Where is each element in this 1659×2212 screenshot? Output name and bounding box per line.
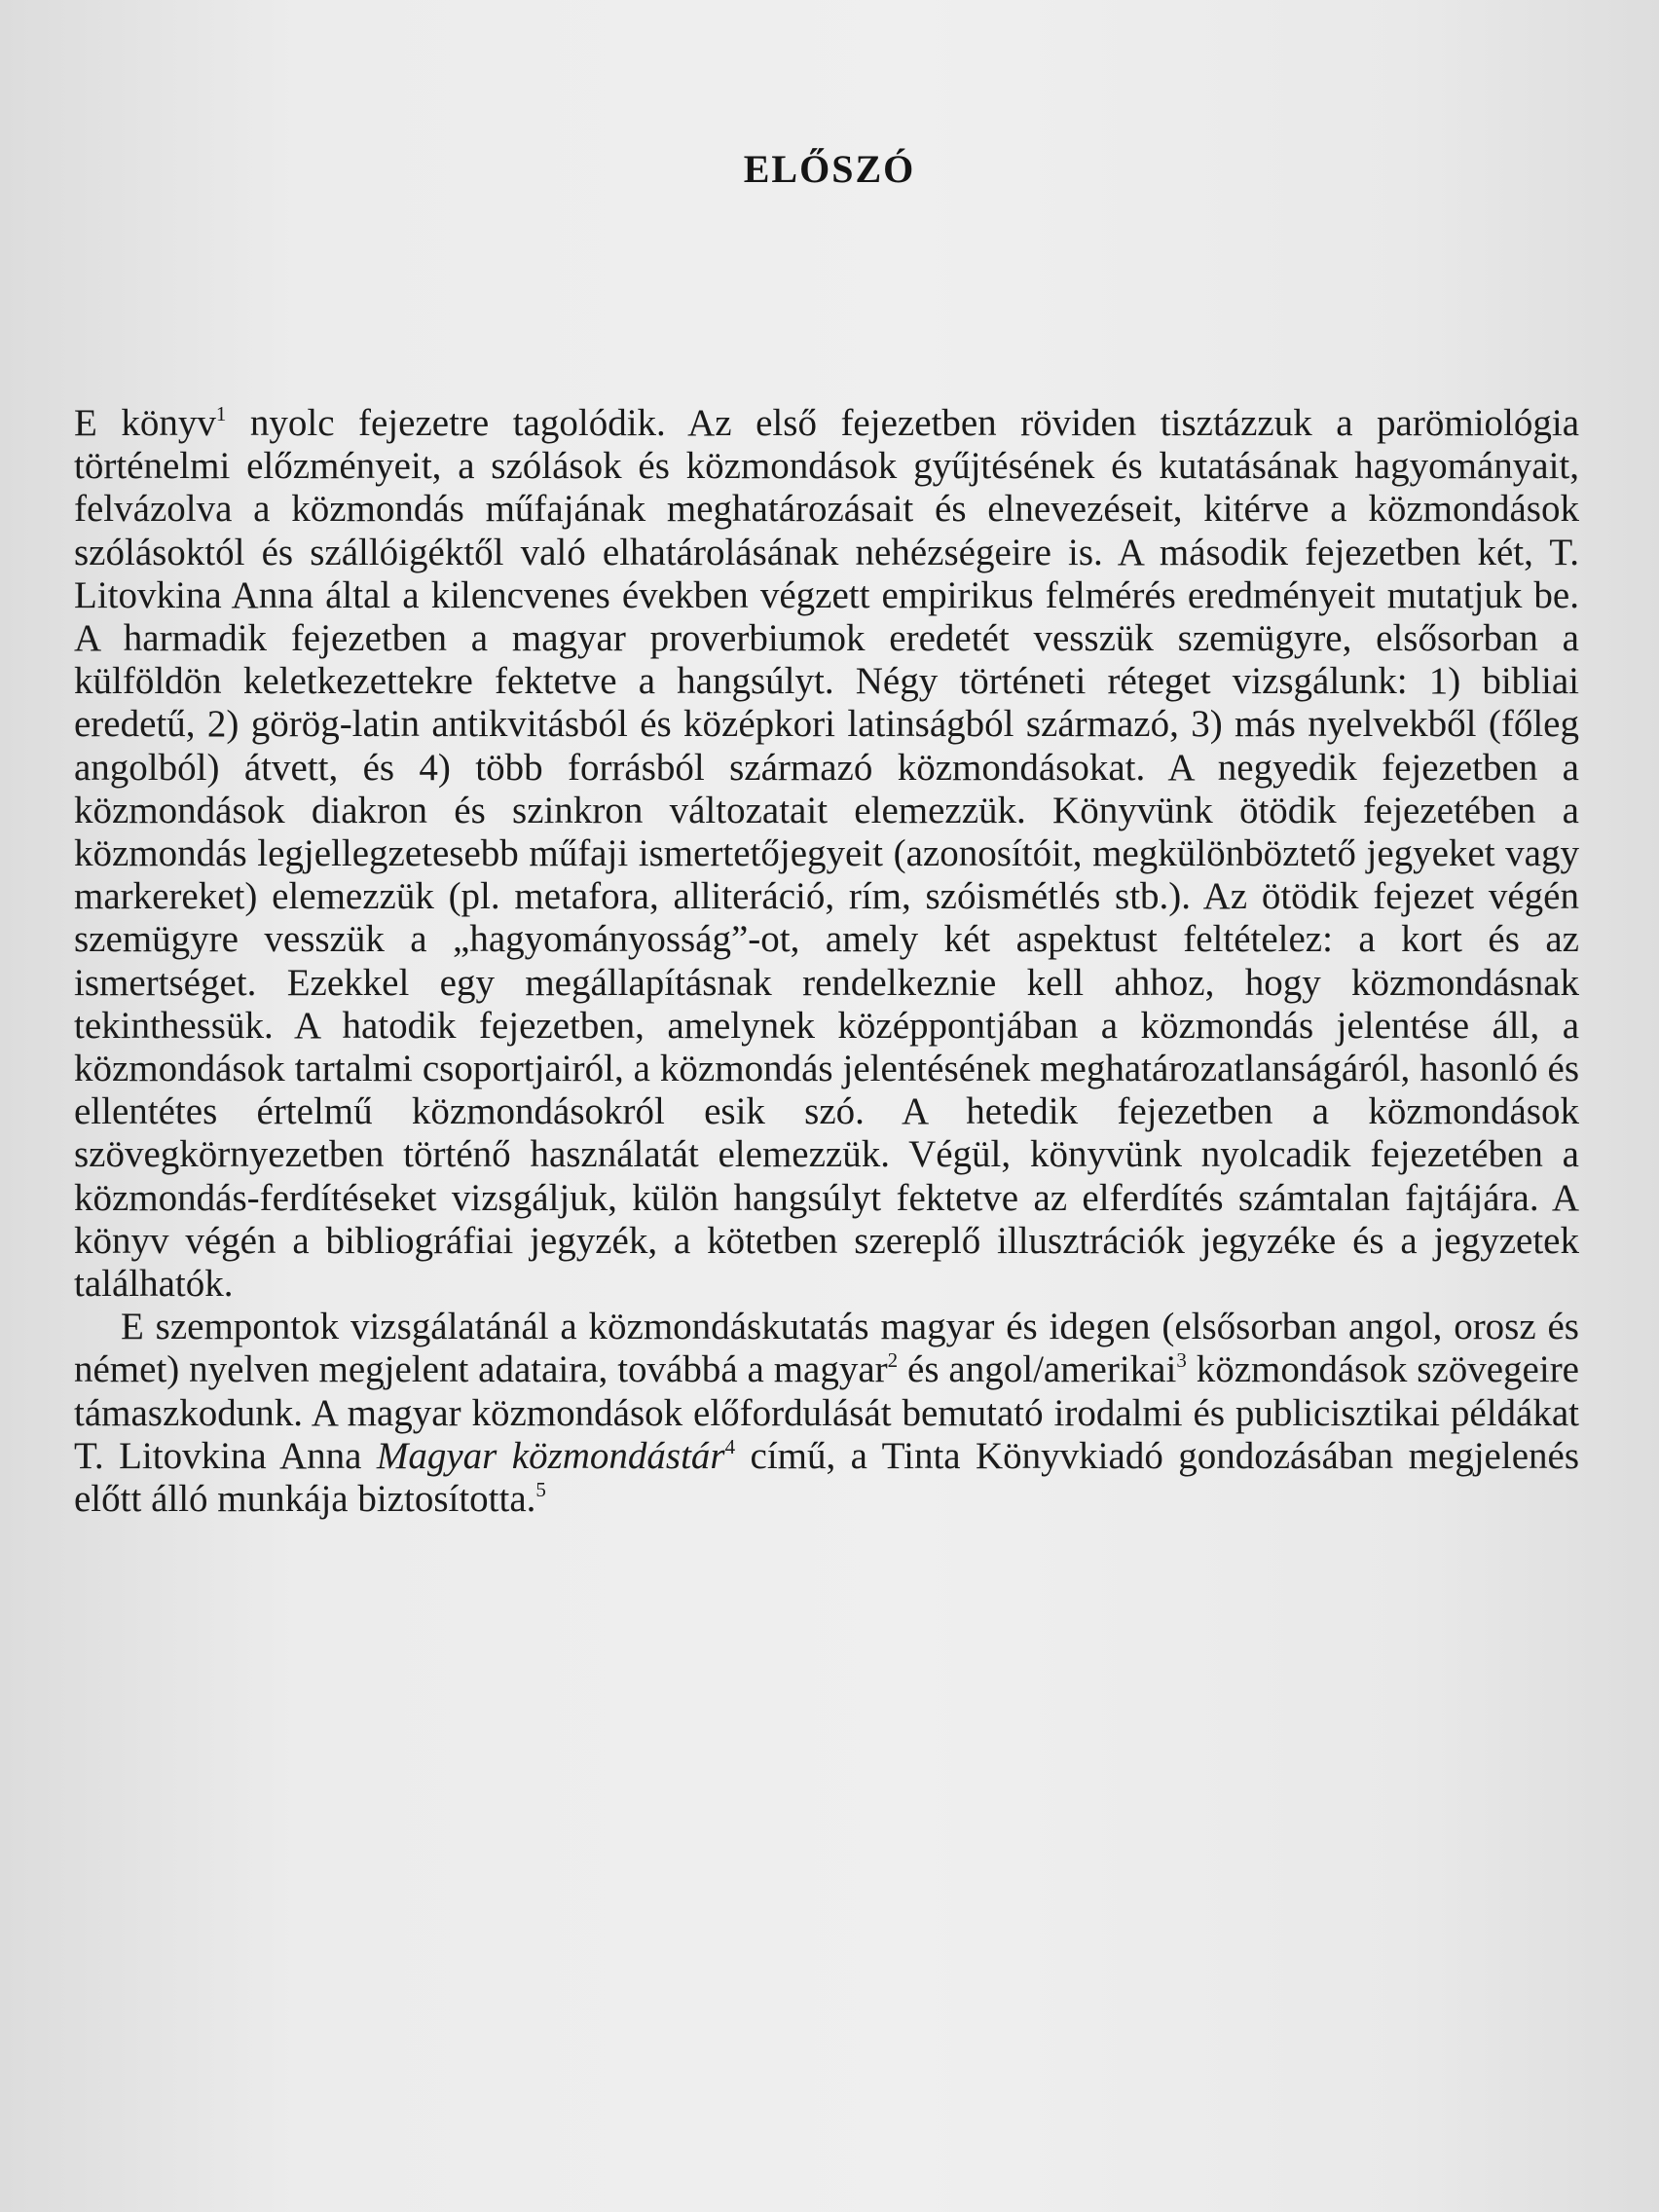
p2-text-4: című, a Tinta Könyvkiadó gondozásában megjelenés előtt álló munkája biztosította.	[74, 1434, 1579, 1521]
footnote-marker-5: 5	[535, 1478, 546, 1502]
book-title-italic: Magyar közmondástár	[376, 1434, 725, 1477]
paragraph-1	[74, 402, 1579, 1306]
paragraph-2	[74, 1306, 1579, 1521]
footnote-marker-1: 1	[215, 402, 227, 425]
p2-text-3: közmondások szövegeire támaszkodunk. A magyar közmondások előfordulását bemutató irodalmi és publicisztikai példákat T. Litovkina Anna	[74, 1348, 1579, 1477]
footnote-marker-4: 4	[724, 1434, 736, 1458]
footnote-marker-3: 3	[1176, 1348, 1187, 1373]
page-title: ELŐSZÓ	[743, 147, 916, 191]
footnote-marker-2: 2	[887, 1348, 899, 1373]
preface-body	[74, 402, 1579, 1521]
p1-text-2: nyolc fejezetre tagolódik. Az első fejezetben röviden tisztázzuk a parömiológia történelmi előzményeit, a szólások és közmondások gyűjtésének és kutatásának hagyományait, felvázolva a közmondás műfajának meghatározásait és elnevezéseit, kitérve a közmondások szólásoktól és szállóigéktől való elhatárolásának nehézségeire is. A második fejezetben két, T. Litovkina Anna által a kilencvenes években végzett empirikus felmérés eredményeit mutatjuk be. A harmadik fejezetben a magyar proverbiumok eredetét vesszük szemügyre, elsősorban a külföldön keletkezettekre fektetve a hangsúlyt. Négy történeti réteget vizsgálunk: 1) bibliai eredetű, 2) görög-latin antikvitásból és középkori latinságból származó, 3) más nyelvekből (főleg angolból) átvett, és 4) több forrásból származó közmondásokat. A negyedik fejezetben a közmondások diakron és szinkron változatait elemezzük. Könyvünk ötödik fejezetében a közmondás legjellegzetesebb műfaji ismertetőjegyeit (azonosítóit, megkülönböztető jegyeket vagy markereket) elemezzük (pl. metafora, alliteráció, rím, szóismétlés stb.). Az ötödik fejezet végén szemügyre vesszük a „hagyományosság”-ot, amely két aspektust feltételez: a kort és az ismertséget. Ezekkel egy megállapításnak rendelkeznie kell ahhoz, hogy közmondásnak tekinthessük. A hatodik fejezetben, amelynek középpontjában a közmondás jelentése áll, a közmondások tartalmi csoportjairól, a közmondás jelentésének meghatározatlanságáról, hasonló és ellentétes értelmű közmondásokról esik szó. A hetedik fejezetben a közmondások szövegkörnyezetben történő használatát elemezzük. Végül, könyvünk nyolcadik fejezetében a közmondás-ferdítéseket vizsgáljuk, külön hangsúlyt fektetve az elferdítés számtalan fajtájára. A könyv végén a bibliográfiai jegyzék, a kötetben szereplő illusztrációk jegyzéke és a jegyzetek találhatók.	[74, 402, 1580, 1306]
p2-text-1: E szempontok vizsgálatánál a közmondáskutatás magyar és idegen (elsősorban angol, orosz és német) nyelven megjelent adataira, továbbá a magyar	[74, 1306, 1579, 1391]
p2-text-2: és angol/amerikai	[898, 1348, 1177, 1391]
p1-text-1: E könyv	[74, 402, 216, 444]
